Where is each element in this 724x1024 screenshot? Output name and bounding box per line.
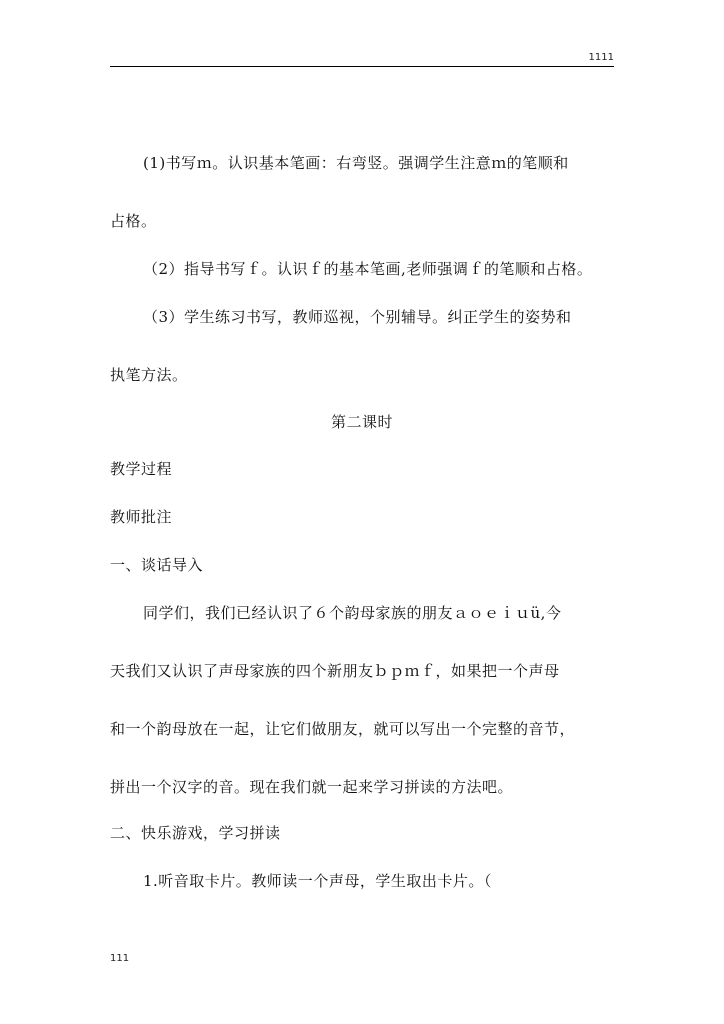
section-title: 第二课时	[330, 413, 393, 431]
heading-line: 二、快乐游戏，学习拼读	[110, 824, 281, 842]
paragraph-line: （3）学生练习书写，教师巡视，个别辅导。纠正学生的姿势和	[143, 308, 572, 326]
paragraph-line: 同学们，我们已经认识了６个韵母家族的朋友ａｏｅｉｕü,今	[143, 604, 562, 622]
header-page-number: 1111	[588, 52, 614, 63]
paragraph-line: 执笔方法。	[110, 366, 188, 384]
paragraph-line: 天我们又认识了声母家族的四个新朋友ｂｐｍｆ，如果把一个声母	[110, 662, 560, 680]
header-divider	[110, 66, 614, 67]
paragraph-line: 拼出一个汉字的音。现在我们就一起来学习拼读的方法吧。	[110, 778, 514, 796]
heading-line: 教师批注	[110, 508, 173, 526]
heading-line: 教学过程	[110, 460, 173, 478]
paragraph-line: 1.听音取卡片。教师读一个声母，学生取出卡片。（	[143, 872, 492, 890]
heading-line: 一、谈话导入	[110, 556, 204, 574]
paragraph-line: （2）指导书写ｆ。认识ｆ的基本笔画,老师强调ｆ的笔顺和占格。	[143, 260, 593, 278]
footer-page-number: 111	[110, 953, 130, 964]
paragraph-line: 和一个韵母放在一起，让它们做朋友，就可以写出一个完整的音节，	[110, 720, 576, 738]
paragraph-line: (1)书写ｍ。认识基本笔画：右弯竖。强调学生注意ｍ的笔顺和	[143, 154, 569, 172]
paragraph-line: 占格。	[110, 212, 157, 230]
